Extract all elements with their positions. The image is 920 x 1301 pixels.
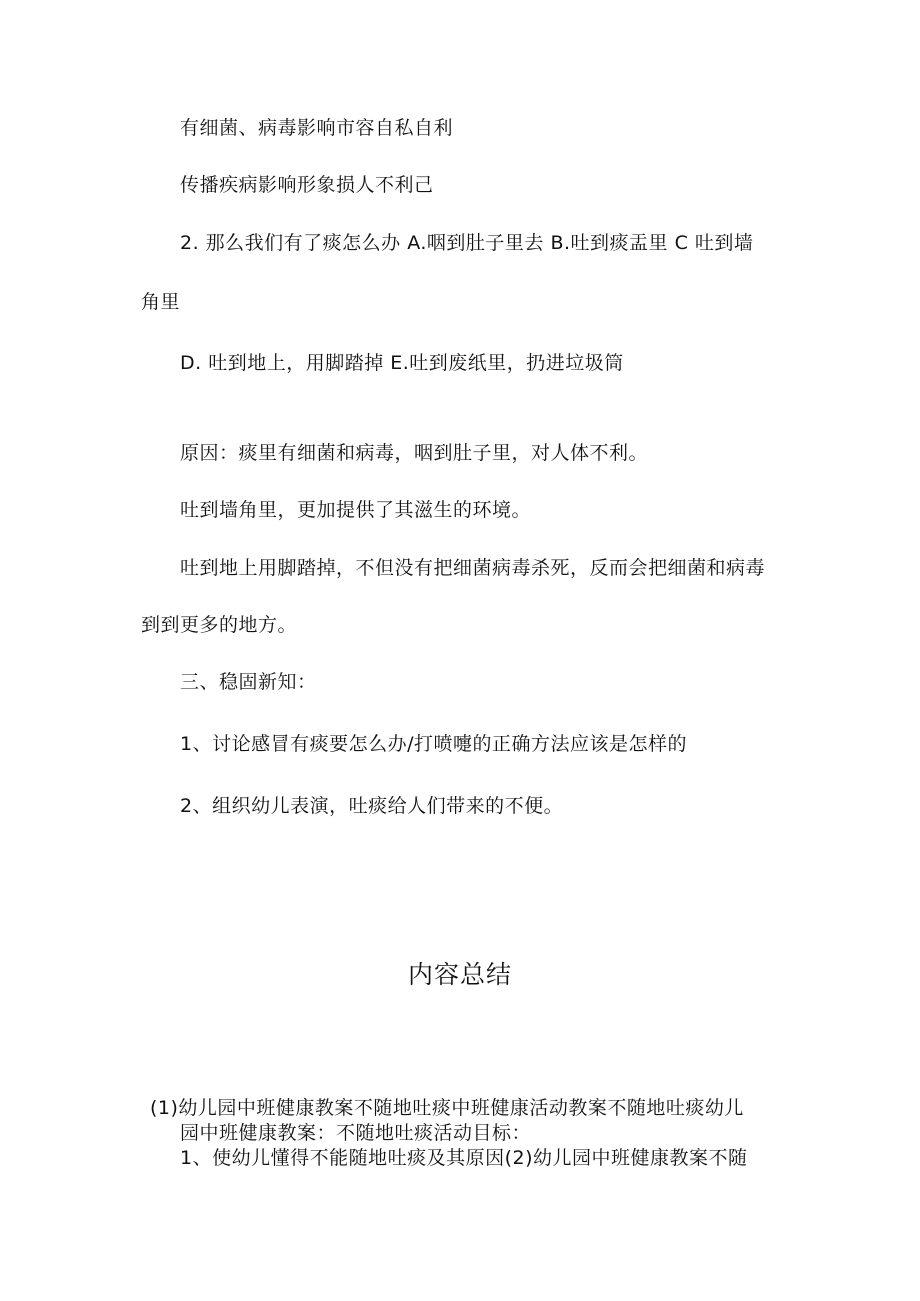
paragraph-line: 传播疾病影响形象损人不利己	[180, 174, 434, 196]
list-item: 1、讨论感冒有痰要怎么办/打喷嚏的正确方法应该是怎样的	[180, 733, 687, 755]
paragraph-line: 原因：痰里有细菌和病毒，咽到肚子里，对人体不利。	[180, 442, 649, 464]
section-heading: 三、稳固新知：	[180, 671, 317, 693]
list-item: 2、组织幼儿表演，吐痰给人们带来的不便。	[180, 795, 564, 817]
paragraph-line: 吐到地上用脚踏掉，不但没有把细菌病毒杀死，反而会把细菌和病毒	[180, 557, 766, 579]
paragraph-line: 角里	[141, 291, 181, 313]
paragraph-line: 有细菌、病毒影响市容自私自利	[180, 117, 454, 139]
paragraph-line: 到到更多的地方。	[141, 614, 298, 636]
summary-line: (1)幼儿园中班健康教案不随地吐痰中班健康活动教案不随地吐痰幼儿	[150, 1097, 744, 1119]
paragraph-line: D. 吐到地上，用脚踏掉 E.吐到废纸里，扔进垃圾筒	[180, 352, 624, 374]
summary-line: 1、使幼儿懂得不能随地吐痰及其原因(2)幼儿园中班健康教案不随	[180, 1147, 748, 1169]
summary-title: 内容总结	[407, 960, 512, 989]
paragraph-line: 吐到墙角里，更加提供了其滋生的环境。	[180, 499, 532, 521]
paragraph-line: 2. 那么我们有了痰怎么办 A.咽到肚子里去 B.吐到痰盂里 C 吐到墙	[180, 232, 754, 254]
summary-line: 园中班健康教案：不随地吐痰活动目标：	[180, 1122, 532, 1144]
